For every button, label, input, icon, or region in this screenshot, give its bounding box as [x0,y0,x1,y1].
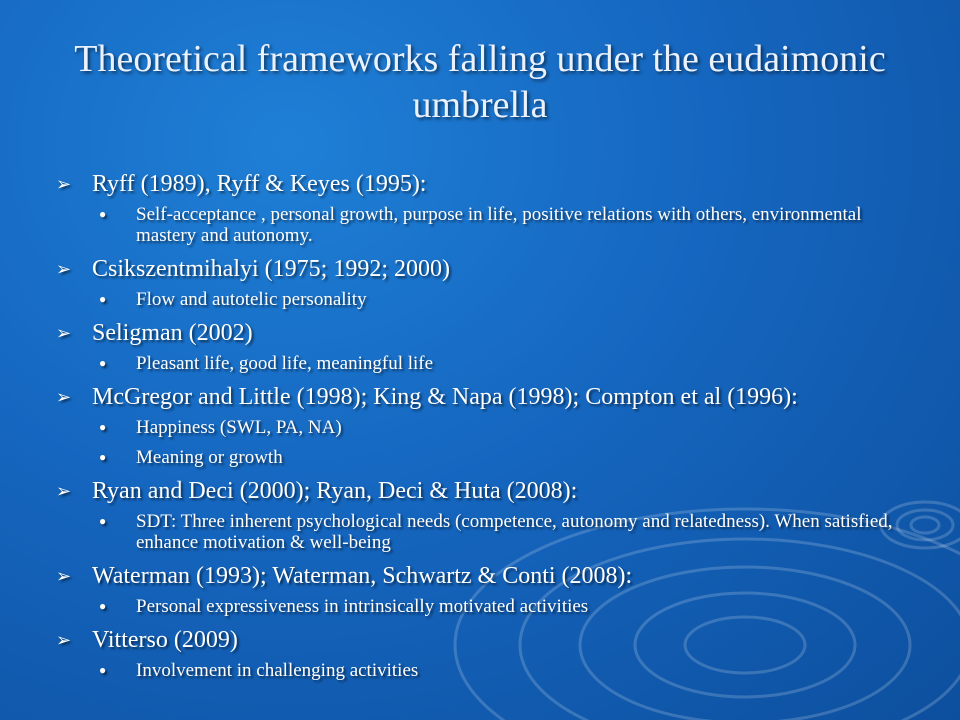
sub-bullet-item [99,289,916,310]
dot-bullet-icon: ● [99,420,107,434]
bullet-list [56,170,916,690]
bullet-label: Waterman (1993); Waterman, Schwartz & Conti (2008): [92,563,633,589]
bullet-item [56,562,916,590]
arrow-bullet-icon: ➢ [56,566,72,586]
dot-bullet-icon: ● [99,292,107,306]
slide-title: Theoretical frameworks falling under the eudaimonic umbrella [74,38,886,126]
sub-bullet-text: Involvement in challenging activities [136,660,419,681]
bullet-item [56,319,916,347]
bullet-item [56,626,916,654]
sub-bullet-item [99,204,916,246]
bullet-item [56,255,916,283]
sub-bullet-text: Personal expressiveness in intrinsically motivated activities [136,596,589,617]
dot-bullet-icon: ● [99,356,107,370]
bullet-label: Ryan and Deci (2000); Ryan, Deci & Huta (2008): [92,478,578,504]
arrow-bullet-icon: ➢ [56,259,72,279]
sub-bullet-text: Pleasant life, good life, meaningful life [136,353,434,374]
bullet-label: McGregor and Little (1998); King & Napa (1998); Compton et al (1996): [92,384,798,410]
sub-bullet-item [99,660,916,681]
arrow-bullet-icon: ➢ [56,387,72,407]
sub-bullet-item [99,353,916,374]
sub-bullet-item [99,417,916,438]
sub-bullet-text: Happiness (SWL, PA, NA) [136,417,342,438]
arrow-bullet-icon: ➢ [56,481,72,501]
sub-bullet-item [99,447,916,468]
sub-bullet-text: SDT: Three inherent psychological needs (competence, autonomy and relatedness). When satisfied, enhance motivation & well-being [136,511,893,553]
bullet-label: Seligman (2002) [92,320,253,346]
bullet-label: Vitterso (2009) [92,627,238,653]
arrow-bullet-icon: ➢ [56,630,72,650]
bullet-item [56,383,916,411]
sub-bullet-text: Self-acceptance , personal growth, purpose in life, positive relations with others, environmental mastery and autonomy. [136,204,862,246]
dot-bullet-icon: ● [99,663,107,677]
arrow-bullet-icon: ➢ [56,323,72,343]
bullet-item [56,477,916,505]
bullet-label: Csikszentmihalyi (1975; 1992; 2000) [92,256,450,282]
bullet-label: Ryff (1989), Ryff & Keyes (1995): [92,171,427,197]
arrow-bullet-icon: ➢ [56,174,72,194]
dot-bullet-icon: ● [99,207,107,221]
sub-bullet-item [99,596,916,617]
dot-bullet-icon: ● [99,450,107,464]
dot-bullet-icon: ● [99,514,107,528]
sub-bullet-item [99,511,916,553]
dot-bullet-icon: ● [99,599,107,613]
bullet-item [56,170,916,198]
sub-bullet-text: Meaning or growth [136,447,283,468]
sub-bullet-text: Flow and autotelic personality [136,289,367,310]
